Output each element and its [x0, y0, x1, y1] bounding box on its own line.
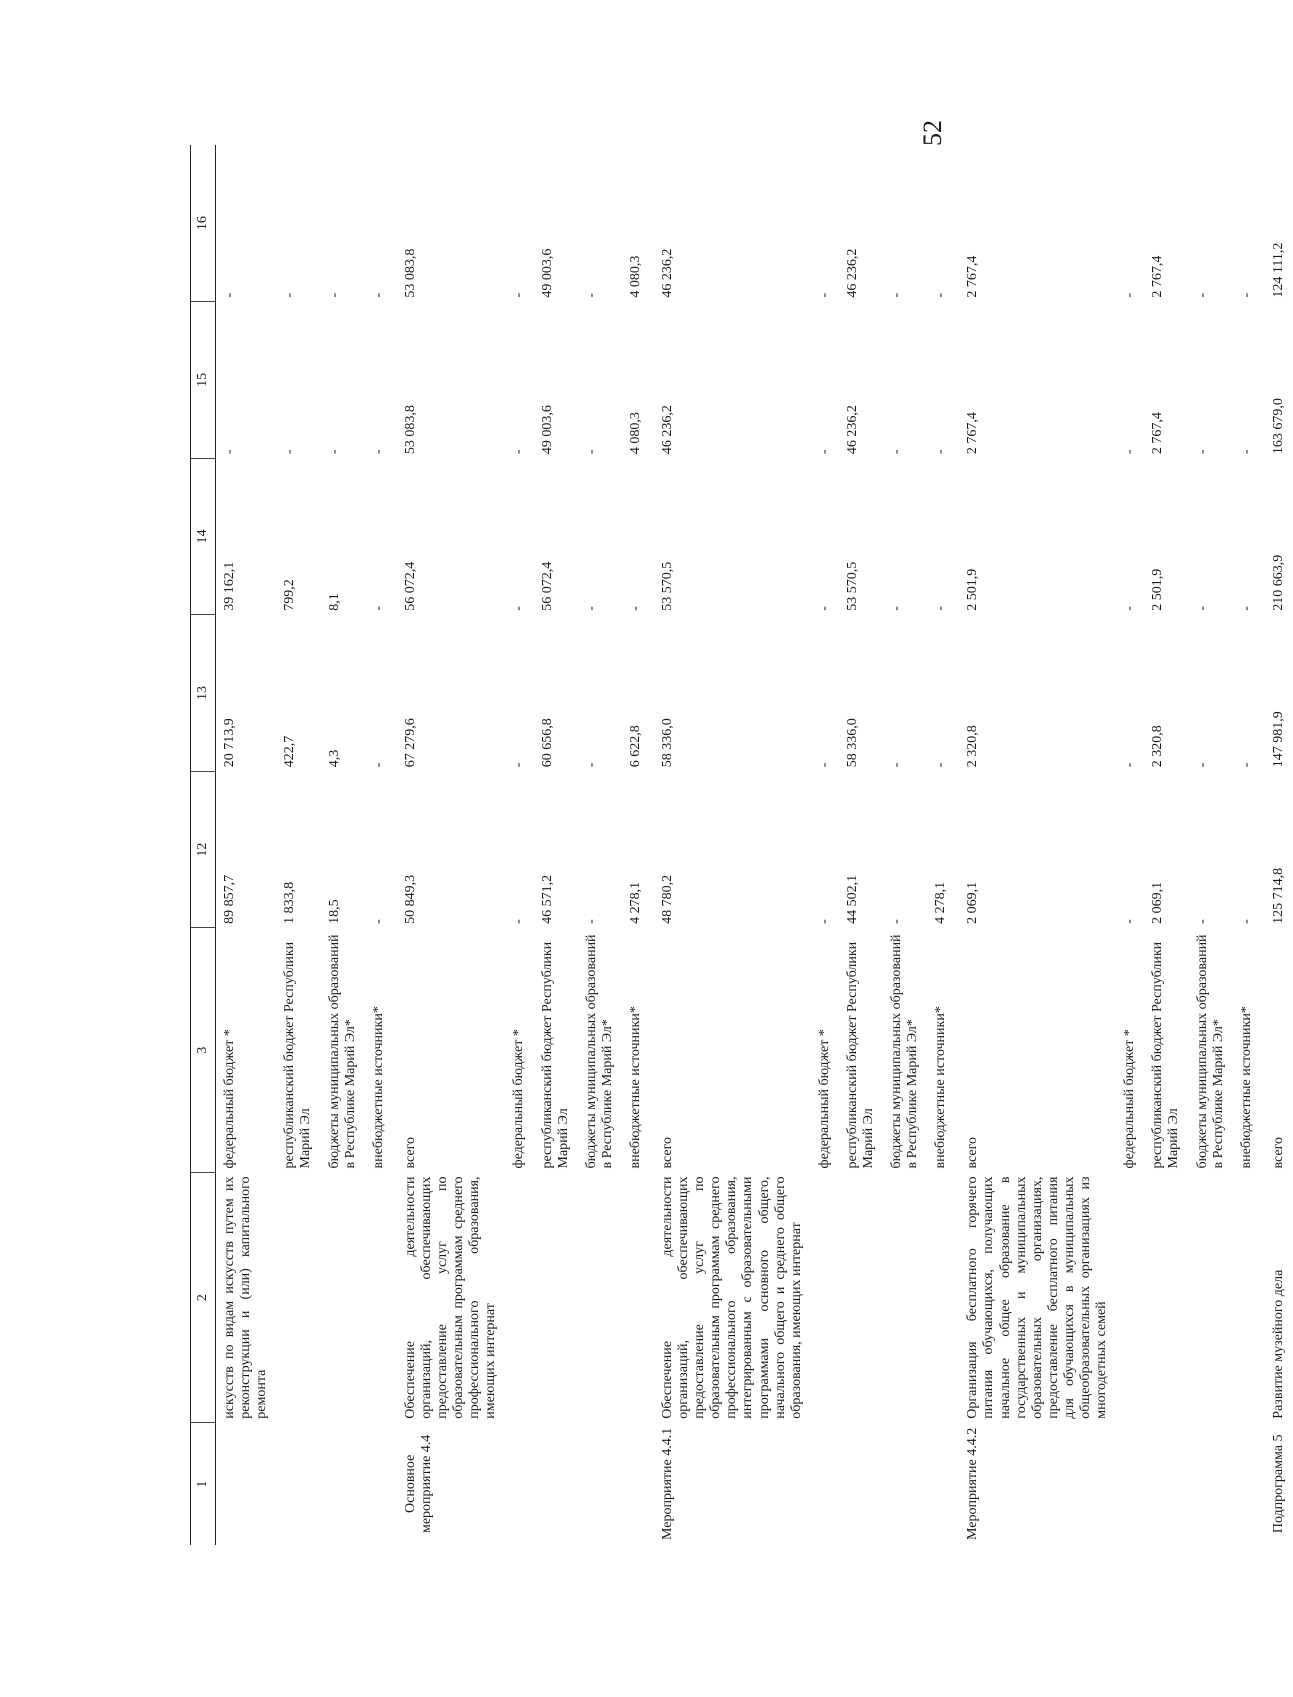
row-funding-source: бюджеты муниципальных образований в Республике Марий Эл* — [889, 934, 921, 1169]
table-row — [1261, 145, 1293, 1545]
row-value-col14: 799,2 — [282, 579, 298, 611]
row-description: Обеспечение деятельности организаций, обеспечивающих предоставление услуг по образовательным программам среднего профессионального образования, интегрированным с образовательными программами основного общего, начального общего и среднего общего образования, имеющих интернат — [659, 1176, 804, 1419]
row-value-col14: 8,1 — [326, 593, 342, 611]
row-value-col14: - — [627, 606, 643, 611]
table-row — [811, 145, 839, 1545]
table-row — [955, 145, 1116, 1545]
row-value-col15: 163 679,0 — [1270, 398, 1286, 455]
row-funding-source: федеральный бюджет * — [816, 1029, 832, 1169]
row-value-col14: - — [933, 606, 949, 611]
row-program-label — [578, 1423, 622, 1545]
row-description — [276, 1173, 320, 1423]
row-value-col14: 56 072,4 — [402, 561, 418, 611]
row-value-col12: 2 069,1 — [965, 881, 981, 924]
row-funding-source: всего — [659, 1136, 675, 1169]
row-program-label — [365, 1423, 393, 1545]
row-funding-source: всего — [402, 1136, 418, 1169]
table-row — [505, 145, 533, 1545]
row-value-col15: 53 083,8 — [402, 405, 418, 455]
row-value-col13: 6 622,8 — [627, 725, 643, 768]
row-value-col14: - — [816, 606, 832, 611]
budget-table — [190, 145, 1293, 1545]
row-value-col12: - — [816, 919, 832, 924]
row-program-label — [1189, 1423, 1233, 1545]
row-value-col15: - — [889, 449, 905, 455]
page-number: 52 — [918, 120, 947, 146]
row-value-col13: 4,3 — [326, 749, 342, 768]
row-value-col13: 2 320,8 — [965, 725, 981, 768]
row-value-col16: 2 767,4 — [1150, 255, 1166, 298]
row-value-col14: 53 570,5 — [659, 561, 675, 611]
row-funding-source: внебюджетные источники* — [627, 1006, 643, 1169]
row-value-col16: 46 236,2 — [659, 248, 675, 298]
row-value-col13: - — [1194, 762, 1210, 768]
row-value-col12: 46 571,2 — [539, 874, 555, 924]
row-program-label — [622, 1423, 650, 1545]
row-value-col16: - — [1194, 292, 1210, 298]
row-value-col14: 39 162,1 — [222, 561, 238, 611]
row-value-col16: - — [370, 292, 386, 298]
row-value-col14: 2 501,9 — [965, 568, 981, 611]
row-value-col15: 46 236,2 — [844, 405, 860, 455]
row-funding-source: республиканский бюджет Республики Марий Эл — [282, 941, 314, 1169]
row-funding-source: бюджеты муниципальных образований в Республике Марий Эл* — [583, 934, 615, 1169]
row-program-label: Основное мероприятие 4.4 — [402, 1434, 434, 1534]
row-value-col14: 56 072,4 — [539, 561, 555, 611]
row-funding-source: республиканский бюджет Республики Марий Эл — [844, 941, 876, 1169]
row-value-col13: - — [816, 762, 832, 768]
row-value-col13: - — [1122, 762, 1138, 768]
row-value-col12: - — [583, 919, 599, 924]
row-value-col16: - — [326, 292, 342, 298]
row-value-col16: - — [1122, 292, 1138, 298]
row-program-label — [1144, 1423, 1188, 1545]
row-value-col14: - — [1194, 606, 1210, 611]
row-value-col12: 1 833,8 — [282, 881, 298, 924]
row-funding-source: всего — [1270, 1136, 1286, 1169]
row-program-label — [1233, 1423, 1261, 1545]
table-row — [393, 145, 506, 1545]
rotated-page-content — [190, 145, 1286, 1545]
column-header: 13 — [191, 615, 216, 772]
row-value-col14: 2 501,9 — [1150, 568, 1166, 611]
table-row — [839, 145, 883, 1545]
row-value-col13: - — [889, 762, 905, 768]
table-row — [883, 145, 927, 1545]
table-row — [622, 145, 650, 1545]
row-value-col12: - — [1238, 919, 1254, 924]
row-value-col15: 49 003,6 — [539, 405, 555, 455]
row-program-label: Мероприятие 4.4.1 — [659, 1427, 675, 1540]
row-value-col15: - — [222, 449, 238, 455]
row-program-label — [1116, 1423, 1144, 1545]
row-value-col15: 2 767,4 — [965, 412, 981, 455]
table-row — [321, 145, 365, 1545]
row-description — [365, 1173, 393, 1423]
row-value-col13: - — [370, 762, 386, 768]
column-header: 3 — [191, 928, 216, 1173]
row-funding-source: бюджеты муниципальных образований в Республике Марий Эл* — [326, 934, 358, 1169]
row-description — [321, 1173, 365, 1423]
row-value-col15: - — [1194, 449, 1210, 455]
row-value-col16: - — [282, 292, 298, 298]
row-value-col12: 50 849,3 — [402, 874, 418, 924]
row-value-col13: 422,7 — [282, 735, 298, 768]
column-header: 12 — [191, 771, 216, 928]
row-value-col12: 125 714,8 — [1270, 867, 1286, 924]
column-header: 1 — [191, 1423, 216, 1545]
row-funding-source: бюджеты муниципальных образований в Республике Марий Эл* — [1194, 934, 1226, 1169]
row-description — [578, 1173, 622, 1423]
row-funding-source: федеральный бюджет * — [222, 1029, 238, 1169]
row-value-col15: - — [282, 449, 298, 455]
row-value-col16: - — [511, 292, 527, 298]
row-value-col12: 18,5 — [326, 899, 342, 924]
row-description: Организация бесплатного горячего питания обучающихся, получающих начальное общее образование в государственных и муниципальных образовательных организациях, предоставление бесплатного питания для обучающихся в муниципальных общеобразовательных организациях из многодетных семей — [965, 1176, 1110, 1419]
row-value-col12: - — [889, 919, 905, 924]
row-value-col15: - — [1122, 449, 1138, 455]
row-value-col15: 2 767,4 — [1150, 412, 1166, 455]
row-description — [534, 1173, 578, 1423]
row-value-col15: 4 080,3 — [627, 412, 643, 455]
row-value-col14: - — [511, 606, 527, 611]
table-row — [650, 145, 811, 1545]
table-row — [1144, 145, 1188, 1545]
row-value-col12: 44 502,1 — [844, 874, 860, 924]
row-description: Обеспечение деятельности организаций, обеспечивающих предоставление услуг по образовательным программам среднего профессионального образования, имеющих интернат — [402, 1176, 499, 1419]
row-funding-source: федеральный бюджет * — [1122, 1029, 1138, 1169]
column-header: 14 — [191, 458, 216, 615]
row-description — [839, 1173, 883, 1423]
row-value-col15: - — [326, 449, 342, 455]
row-value-col12: - — [1122, 919, 1138, 924]
row-description — [622, 1173, 650, 1423]
row-description — [1189, 1173, 1233, 1423]
row-value-col12: 89 857,7 — [222, 874, 238, 924]
row-description — [1116, 1173, 1144, 1423]
column-header: 2 — [191, 1173, 216, 1423]
row-value-col13: 147 981,9 — [1270, 711, 1286, 768]
row-value-col13: 20 713,9 — [222, 718, 238, 768]
row-value-col12: - — [370, 919, 386, 924]
row-value-col13: 58 336,0 — [844, 718, 860, 768]
row-program-label — [216, 1423, 277, 1545]
row-value-col16: 2 767,4 — [965, 255, 981, 298]
row-value-col15: - — [511, 449, 527, 455]
row-value-col13: 58 336,0 — [659, 718, 675, 768]
row-value-col13: 60 656,8 — [539, 718, 555, 768]
row-program-label — [321, 1423, 365, 1545]
row-funding-source: внебюджетные источники* — [1238, 1006, 1254, 1169]
row-value-col15: - — [1238, 449, 1254, 455]
row-funding-source: внебюджетные источники* — [370, 1006, 386, 1169]
row-value-col16: - — [583, 292, 599, 298]
row-value-col14: - — [1122, 606, 1138, 611]
row-value-col14: - — [889, 606, 905, 611]
row-value-col12: - — [511, 919, 527, 924]
column-header: 15 — [191, 302, 216, 459]
table-row — [365, 145, 393, 1545]
row-value-col16: - — [816, 292, 832, 298]
row-value-col12: - — [1194, 919, 1210, 924]
row-value-col15: - — [933, 449, 949, 455]
row-program-label — [839, 1423, 883, 1545]
row-value-col12: 4 278,1 — [627, 881, 643, 924]
row-program-label — [534, 1423, 578, 1545]
row-funding-source: всего — [965, 1136, 981, 1169]
table-body — [216, 145, 1293, 1545]
row-funding-source: республиканский бюджет Республики Марий Эл — [539, 941, 571, 1169]
row-funding-source: внебюджетные источники* — [933, 1006, 949, 1169]
row-program-label — [276, 1423, 320, 1545]
row-description — [1144, 1173, 1188, 1423]
row-description — [811, 1173, 839, 1423]
row-value-col16: 49 003,6 — [539, 248, 555, 298]
row-value-col16: - — [1238, 292, 1254, 298]
row-value-col14: - — [583, 606, 599, 611]
row-value-col16: 46 236,2 — [844, 248, 860, 298]
row-value-col14: - — [370, 606, 386, 611]
table-row — [1233, 145, 1261, 1545]
row-value-col14: - — [1238, 606, 1254, 611]
table-row — [216, 145, 277, 1545]
row-description — [1233, 1173, 1261, 1423]
row-value-col15: 46 236,2 — [659, 405, 675, 455]
row-program-label — [927, 1423, 955, 1545]
row-description — [927, 1173, 955, 1423]
row-value-col15: - — [816, 449, 832, 455]
column-header: 16 — [191, 145, 216, 302]
row-program-label — [505, 1423, 533, 1545]
table-row — [1116, 145, 1144, 1545]
row-value-col16: 53 083,8 — [402, 248, 418, 298]
row-value-col13: 2 320,8 — [1150, 725, 1166, 768]
row-program-label — [883, 1423, 927, 1545]
table-row — [1189, 145, 1233, 1545]
row-funding-source: республиканский бюджет Республики Марий Эл — [1150, 941, 1182, 1169]
row-value-col16: 124 111,2 — [1270, 242, 1286, 298]
row-value-col15: - — [583, 449, 599, 455]
row-value-col12: 4 278,1 — [933, 881, 949, 924]
row-funding-source: федеральный бюджет * — [511, 1029, 527, 1169]
row-value-col13: - — [933, 762, 949, 768]
row-value-col16: 4 080,3 — [627, 255, 643, 298]
row-description — [883, 1173, 927, 1423]
row-description — [505, 1173, 533, 1423]
table-row — [927, 145, 955, 1545]
table-header — [191, 145, 216, 1545]
row-program-label: Подпрограмма 5 — [1270, 1434, 1286, 1534]
row-description: Развитие музейного дела — [1270, 1269, 1286, 1419]
row-program-label: Мероприятие 4.4.2 — [965, 1427, 981, 1540]
row-value-col13: 67 279,6 — [402, 718, 418, 768]
row-value-col12: 48 780,2 — [659, 874, 675, 924]
row-value-col16: - — [222, 292, 238, 298]
row-value-col16: - — [889, 292, 905, 298]
row-value-col13: - — [1238, 762, 1254, 768]
row-value-col13: - — [583, 762, 599, 768]
table-row — [276, 145, 320, 1545]
row-value-col12: 2 069,1 — [1150, 881, 1166, 924]
table-row — [534, 145, 578, 1545]
row-value-col14: 210 663,9 — [1270, 554, 1286, 611]
row-value-col14: 53 570,5 — [844, 561, 860, 611]
table-row — [578, 145, 622, 1545]
row-value-col13: - — [511, 762, 527, 768]
row-value-col16: - — [933, 292, 949, 298]
row-value-col15: - — [370, 449, 386, 455]
row-program-label — [811, 1423, 839, 1545]
row-description: искусств по видам искусств путем их реконструкции и (или) капитального ремонта — [222, 1176, 270, 1419]
